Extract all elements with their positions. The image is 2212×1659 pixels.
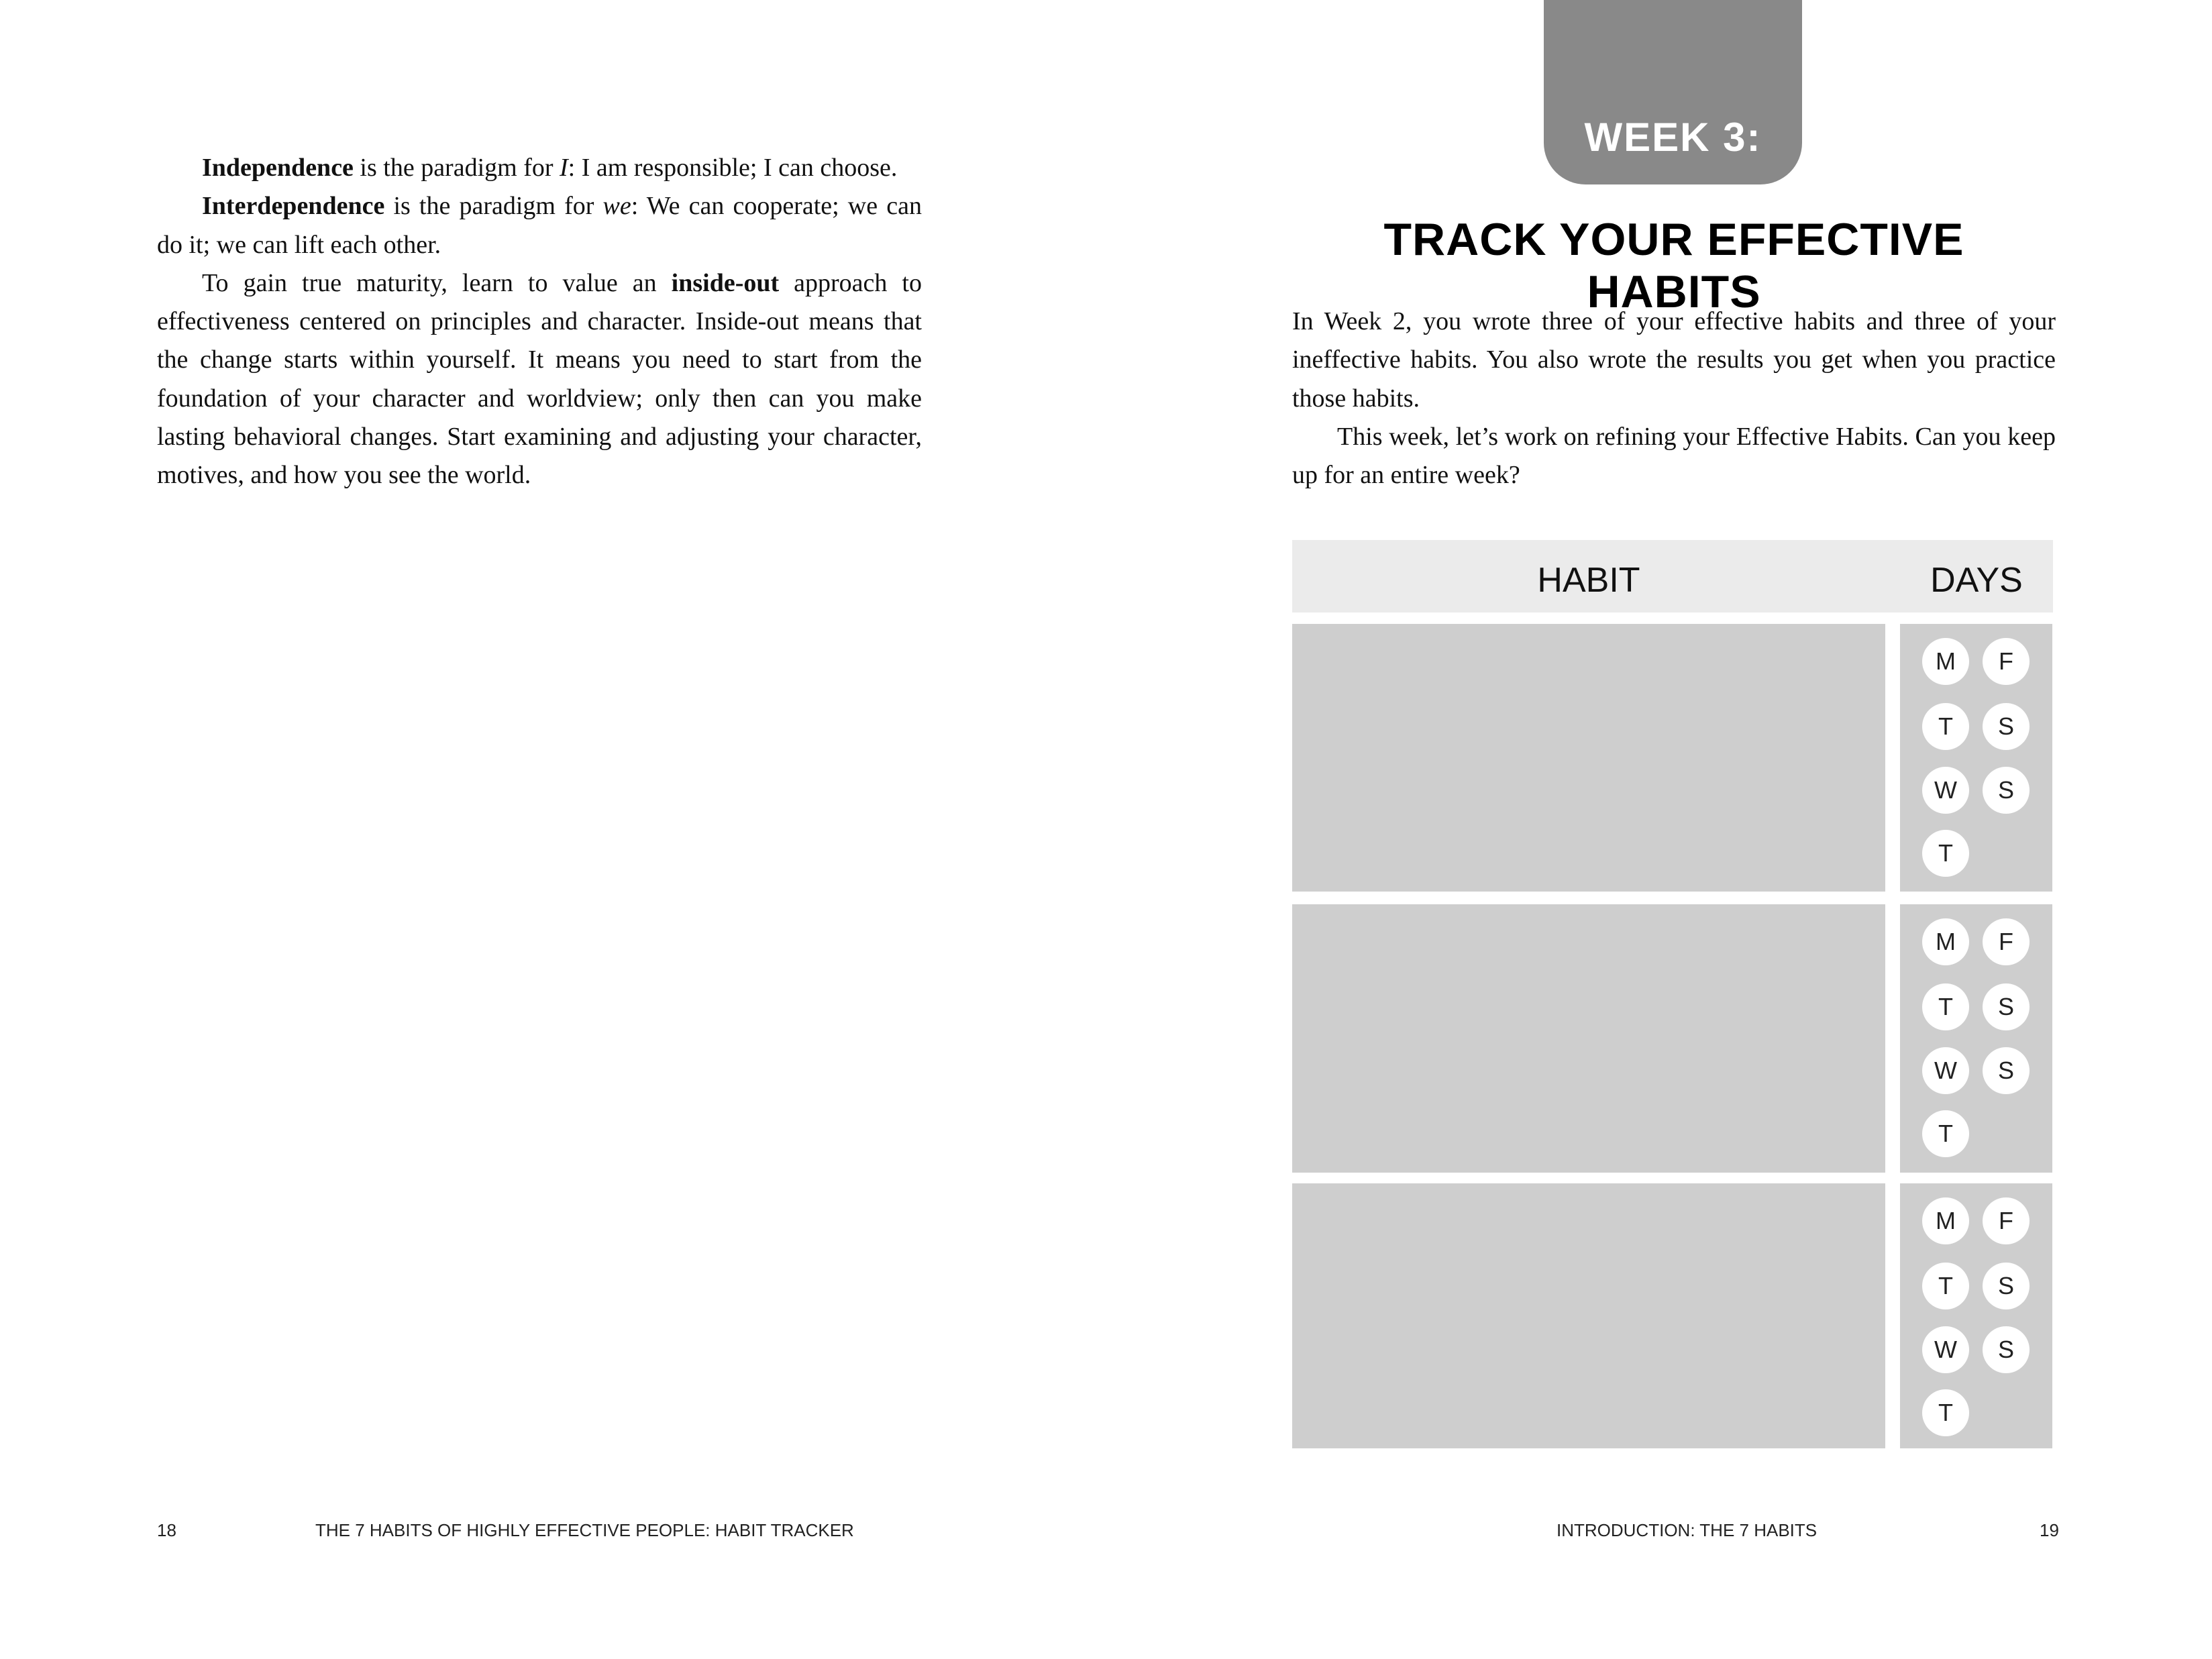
- day-checkbox-monday[interactable]: M: [1922, 918, 1969, 965]
- intro-paragraph: In Week 2, you wrote three of your effective habits and three of your ineffective habits. You also wrote the results you get when you practice those habits.: [1292, 307, 2056, 413]
- term-inside-out: inside-out: [671, 268, 780, 297]
- page-title: TRACK YOUR EFFECTIVE HABITS: [1383, 214, 1964, 317]
- running-head-right: INTRODUCTION: THE 7 HABITS: [1557, 1520, 1818, 1540]
- text: is the paradigm for: [353, 154, 560, 182]
- challenge-paragraph: This week, let’s work on refining your Effective Habits. Can you keep up for an entire week?: [1292, 422, 2056, 490]
- day-checkbox-friday[interactable]: F: [1983, 1197, 2030, 1244]
- day-checkbox-tuesday[interactable]: T: [1922, 1263, 1969, 1309]
- italic-word: I: [560, 154, 568, 182]
- day-checkbox-wednesday[interactable]: W: [1922, 1326, 1969, 1373]
- page-number-right: 19: [2040, 1520, 2059, 1540]
- italic-word: we: [602, 192, 631, 221]
- days-cell-3: [1900, 1183, 2052, 1448]
- day-checkbox-saturday[interactable]: S: [1983, 983, 2030, 1030]
- page-number-left: 18: [157, 1520, 176, 1540]
- week-tab: [1544, 0, 1802, 184]
- habit-input-cell-3[interactable]: [1292, 1183, 1885, 1448]
- day-checkbox-wednesday[interactable]: W: [1922, 767, 1969, 814]
- habit-column-header: HABIT: [1537, 561, 1640, 600]
- paragraph-interdependence: [157, 187, 922, 264]
- day-checkbox-friday[interactable]: F: [1983, 918, 2030, 965]
- habit-input-cell-2[interactable]: [1292, 904, 1885, 1173]
- day-checkbox-thursday[interactable]: T: [1922, 1110, 1969, 1157]
- day-checkbox-thursday[interactable]: T: [1922, 830, 1969, 877]
- text: : We can cooperate; we can do it; we can lift each other.: [157, 192, 922, 259]
- day-checkbox-wednesday[interactable]: W: [1922, 1047, 1969, 1094]
- day-checkbox-tuesday[interactable]: T: [1922, 703, 1969, 750]
- day-checkbox-monday[interactable]: M: [1922, 1197, 1969, 1244]
- day-checkbox-sunday[interactable]: S: [1983, 1326, 2030, 1373]
- day-checkbox-friday[interactable]: F: [1983, 638, 2030, 685]
- text: approach to effectiveness centered on principles and character. Inside-out means that the change starts within yourself. It means you need to start from the foundation of your character and worldview; only then can you make lasting behavioral changes. Start examining and adjusting your character, motives, and how you see the world.: [157, 268, 922, 490]
- day-checkbox-sunday[interactable]: S: [1983, 1047, 2030, 1094]
- week-label: WEEK 3:: [1584, 115, 1762, 160]
- text: : I am responsible; I can choose.: [568, 154, 898, 182]
- term-interdependence: Interdependence: [202, 192, 385, 221]
- right-page-body: [1292, 303, 2056, 494]
- paragraph-inside-out: [157, 264, 922, 495]
- habit-input-cell-1[interactable]: [1292, 624, 1885, 892]
- day-checkbox-tuesday[interactable]: T: [1922, 983, 1969, 1030]
- text: is the paradigm for: [384, 192, 603, 221]
- day-checkbox-saturday[interactable]: S: [1983, 703, 2030, 750]
- day-checkbox-sunday[interactable]: S: [1983, 767, 2030, 814]
- day-checkbox-saturday[interactable]: S: [1983, 1263, 2030, 1309]
- habit-table-header: [1292, 540, 2053, 612]
- days-cell-1: [1900, 624, 2052, 892]
- days-column-header: DAYS: [1930, 561, 2023, 600]
- days-cell-2: [1900, 904, 2052, 1173]
- day-checkbox-monday[interactable]: M: [1922, 638, 1969, 685]
- left-page-body: [157, 149, 922, 495]
- day-checkbox-thursday[interactable]: T: [1922, 1389, 1969, 1436]
- paragraph-independence: [157, 149, 922, 187]
- term-independence: Independence: [202, 154, 354, 182]
- text: To gain true maturity, learn to value an: [202, 268, 672, 297]
- running-head-left: THE 7 HABITS OF HIGHLY EFFECTIVE PEOPLE: HABIT TRACKER: [315, 1520, 854, 1540]
